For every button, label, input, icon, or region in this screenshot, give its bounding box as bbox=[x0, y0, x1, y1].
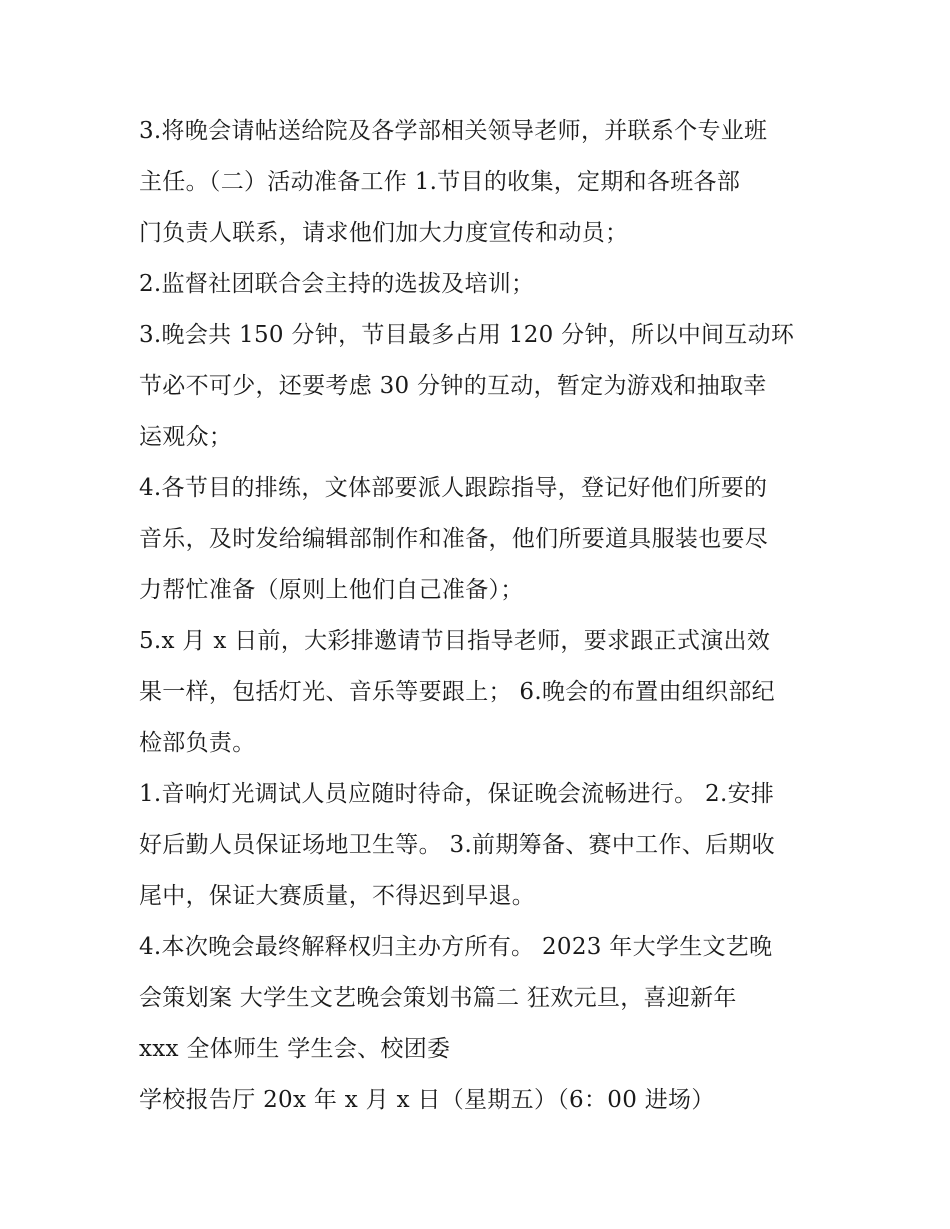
text-line: 节必不可少，还要考虑 30 分钟的互动，暂定为游戏和抽取幸 bbox=[139, 373, 767, 399]
text-line: 会策划案 大学生文艺晚会策划书篇二 狂欢元旦，喜迎新年 bbox=[139, 985, 737, 1011]
text-line: xxx 全体师生 学生会、校团委 bbox=[139, 1036, 451, 1062]
text-line: 果一样，包括灯光、音乐等要跟上； 6.晚会的布置由组织部纪 bbox=[139, 679, 775, 705]
text-line: 1.音响灯光调试人员应随时待命，保证晚会流畅进行。 2.安排 bbox=[139, 781, 775, 807]
text-line: 力帮忙准备（原则上他们自己准备）； bbox=[139, 577, 524, 603]
text-line: 学校报告厅 20x 年 x 月 x 日（星期五）（6：00 进场） bbox=[139, 1087, 715, 1113]
text-line: 尾中，保证大赛质量，不得迟到早退。 bbox=[139, 883, 536, 909]
text-line: 3.将晚会请帖送给院及各学部相关领导老师，并联系个专业班 bbox=[139, 118, 768, 144]
document-body bbox=[139, 106, 829, 1126]
text-line: 4.各节目的排练，文体部要派人跟踪指导，登记好他们所要的 bbox=[139, 475, 768, 501]
text-line: 好后勤人员保证场地卫生等。 3.前期筹备、赛中工作、后期收 bbox=[139, 832, 775, 858]
text-line: 音乐，及时发给编辑部制作和准备，他们所要道具服装也要尽 bbox=[139, 526, 769, 552]
text-line: 2.监督社团联合会主持的选拔及培训； bbox=[139, 271, 535, 297]
text-line: 检部负责。 bbox=[139, 730, 256, 756]
text-line: 运观众； bbox=[139, 424, 233, 450]
text-line: 主任。（二）活动准备工作 1.节目的收集，定期和各班各部 bbox=[139, 169, 741, 195]
text-line: 4.本次晚会最终解释权归主办方所有。 2023 年大学生文艺晚 bbox=[139, 934, 773, 960]
text-line: 3.晚会共 150 分钟，节目最多占用 120 分钟，所以中间互动环 bbox=[139, 322, 795, 348]
text-line: 5.x 月 x 日前，大彩排邀请节目指导老师，要求跟正式演出效 bbox=[139, 628, 771, 654]
text-line: 门负责人联系，请求他们加大力度宣传和动员； bbox=[139, 220, 629, 246]
